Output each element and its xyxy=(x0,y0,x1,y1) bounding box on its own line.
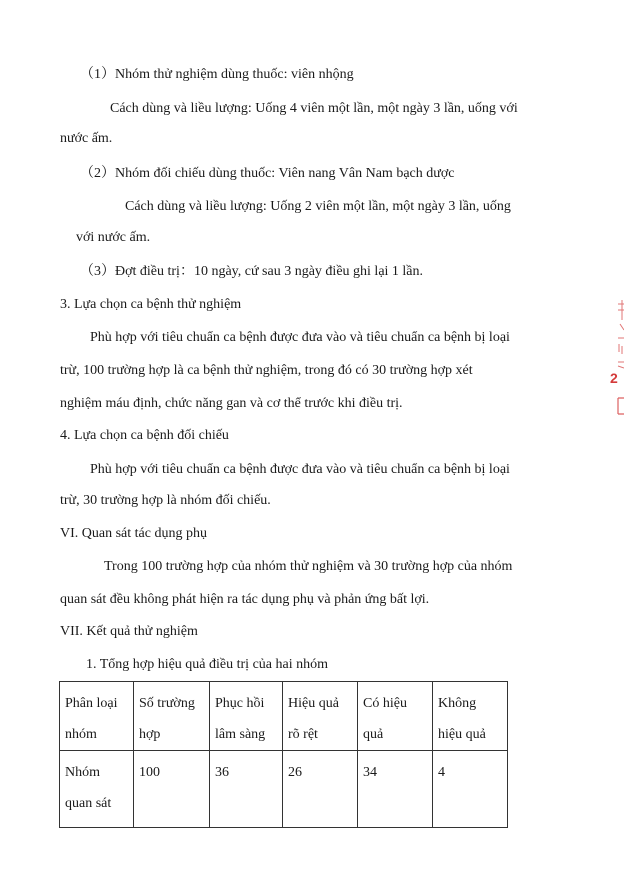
table-cell-case-count: 100 xyxy=(134,751,210,828)
table-cell-group xyxy=(60,751,134,828)
header-clinical-recovery-l1: Phục hồi xyxy=(215,696,265,711)
paragraph-side-effects-line2: quan sát đều không phát hiện ra tác dụng phụ và phản ứng bất lợi. xyxy=(60,592,430,607)
paragraph-dosage-control-line2: với nước ấm. xyxy=(76,230,151,245)
seam-stamp-mark xyxy=(608,298,624,428)
header-marked-effect-l2: rõ rệt xyxy=(288,727,318,742)
table-header-row xyxy=(60,682,508,751)
results-table xyxy=(59,681,508,828)
header-group-type-l1: Phân loại xyxy=(65,696,118,711)
table-cell-ineffective: 4 xyxy=(433,751,508,828)
paragraph-test-cases-line3: nghiệm máu định, chức năng gan và cơ thể trước khi điều trị. xyxy=(60,396,403,411)
table-header-cell xyxy=(283,682,358,751)
table-cell-clinical-recovery: 36 xyxy=(210,751,283,828)
heading-section-vi: VI. Quan sát tác dụng phụ xyxy=(60,526,207,541)
paragraph-test-group-drug: （1）Nhóm thử nghiệm dùng thuốc: viên nhộng xyxy=(80,67,354,82)
stamp-fragment-icon xyxy=(608,298,624,428)
table-header-cell xyxy=(358,682,433,751)
table-cell-marked-effect: 26 xyxy=(283,751,358,828)
paragraph-test-cases-line2: trừ, 100 trường hợp là ca bệnh thử nghiệm, trong đó có 30 trường hợp xét xyxy=(60,363,473,378)
stamp-digit: 2 xyxy=(610,370,618,386)
heading-section-vii: VII. Kết quả thử nghiệm xyxy=(60,624,198,639)
header-clinical-recovery-l2: lâm sàng xyxy=(215,727,266,742)
paragraph-test-cases-line1: Phù hợp với tiêu chuẩn ca bệnh được đưa vào và tiêu chuẩn ca bệnh bị loại xyxy=(90,330,510,345)
paragraph-control-cases-line2: trừ, 30 trường hợp là nhóm đối chiếu. xyxy=(60,493,271,508)
header-case-count-l1: Số trường xyxy=(139,696,195,711)
table-header-cell xyxy=(60,682,134,751)
heading-section-4: 4. Lựa chọn ca bệnh đối chiếu xyxy=(60,428,229,443)
paragraph-side-effects-line1: Trong 100 trường hợp của nhóm thử nghiệm và 30 trường hợp của nhóm xyxy=(104,559,513,574)
paragraph-control-cases-line1: Phù hợp với tiêu chuẩn ca bệnh được đưa vào và tiêu chuẩn ca bệnh bị loại xyxy=(90,462,510,477)
header-marked-effect-l1: Hiệu quả xyxy=(288,696,339,711)
heading-subsection-1: 1. Tổng hợp hiệu quả điều trị của hai nhóm xyxy=(86,657,328,672)
table-header-cell xyxy=(210,682,283,751)
header-effective-l1: Có hiệu xyxy=(363,696,407,711)
table-row xyxy=(60,751,508,828)
heading-section-3: 3. Lựa chọn ca bệnh thử nghiệm xyxy=(60,297,242,312)
table-header-cell xyxy=(433,682,508,751)
paragraph-control-group-drug: （2）Nhóm đối chiếu dùng thuốc: Viên nang Vân Nam bạch dược xyxy=(80,166,455,181)
paragraph-treatment-course: （3）Đợt điều trị：10 ngày, cứ sau 3 ngày điều ghi lại 1 lần. xyxy=(80,264,424,279)
paragraph-dosage-test-line2: nước ấm. xyxy=(60,131,113,146)
header-ineffective-l1: Không xyxy=(438,696,477,711)
header-effective-l2: quả xyxy=(363,727,384,742)
row-group-l1: Nhóm xyxy=(65,765,100,780)
table-header-cell xyxy=(134,682,210,751)
table-cell-effective: 34 xyxy=(358,751,433,828)
header-group-type-l2: nhóm xyxy=(65,727,97,742)
paragraph-dosage-control-line1: Cách dùng và liều lượng: Uống 2 viên một lần, một ngày 3 lần, uống xyxy=(125,199,511,214)
header-ineffective-l2: hiệu quả xyxy=(438,727,486,742)
header-case-count-l2: hợp xyxy=(139,727,161,742)
paragraph-dosage-test-line1: Cách dùng và liều lượng: Uống 4 viên một lần, một ngày 3 lần, uống với xyxy=(110,101,518,116)
row-group-l2: quan sát xyxy=(65,796,112,811)
